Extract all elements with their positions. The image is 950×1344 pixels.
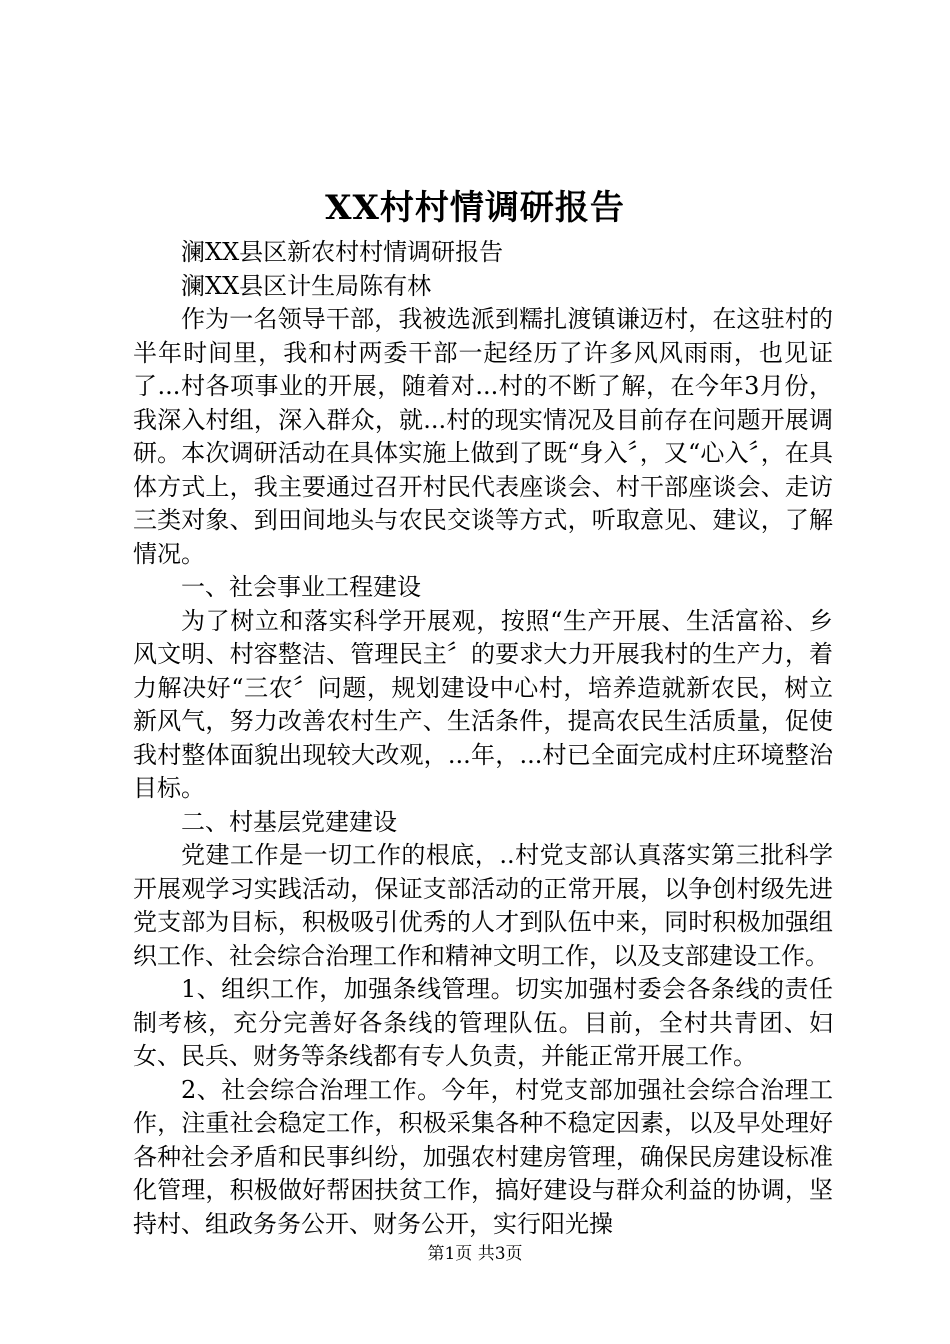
author-paragraph: 澜XX县区计生局陈有林	[181, 271, 432, 300]
section-heading-1: 一、社会事业工程建设	[181, 573, 421, 601]
item-1-paragraph: 1、组织工作，加强条线管理。切实加强村委会各条线的责任制考核，充分完善好各条线的管理队伍。目前，全村共青团、妇女、民兵、财务等条线都有专人负责，并能正常开展工作。	[133, 975, 833, 1070]
document-body	[133, 236, 833, 1241]
section-2-paragraph: 党建工作是一切工作的根底，..村党支部认真落实第三批科学开展观学习实践活动，保证支部活动的正常开展，以争创村级先进党支部为目标，积极吸引优秀的人才到队伍中来，同时积极加强组织工作、社会综合治理工作和精神文明工作，以及支部建设工作。	[133, 841, 833, 970]
intro-paragraph: 作为一名领导干部，我被选派到糯扎渡镇谦迈村，在这驻村的半年时间里，我和村两委干部一起经历了许多风风雨雨，也见证了...村各项事业的开展，随着对...村的不断了解，在今年3月份，我深入村组，深入群众，就...村的现实情况及目前存在问题开展调研。本次调研活动在具体实施上做到了既“身入〞，又“心入〞，在具体方式上，我主要通过召开村民代表座谈会、村干部座谈会、走访三类对象、到田间地头与农民交谈等方式，听取意见、建议，了解情况。	[133, 305, 833, 568]
subtitle-paragraph: 澜XX县区新农村村情调研报告	[181, 238, 504, 266]
item-2-paragraph: 2、社会综合治理工作。今年，村党支部加强社会综合治理工作，注重社会稳定工作，积极采集各种不稳定因素，以及早处理好各种社会矛盾和民事纠纷，加强农村建房管理，确保民房建设标准化管理，积极做好帮困扶贫工作，搞好建设与群众利益的协调，坚持村、组政务务公开、财务公开，实行阳光操	[133, 1075, 833, 1238]
document-title: XX村村情调研报告	[325, 188, 625, 228]
page-indicator: 第1页 共3页	[427, 1244, 523, 1264]
section-heading-2: 二、村基层党建建设	[181, 807, 397, 836]
section-1-paragraph: 为了树立和落实科学开展观，按照“生产开展、生活富裕、乡风文明、村容整洁、管理民主〞的要求大力开展我村的生产力，着力解决好“三农〞问题，规划建设中心村，培养造就新农民，树立新风气，努力改善农村生产、生活条件，提高农民生活质量，促使我村整体面貌出现较大改观，...年，...村已全面完成村庄环境整治目标。	[133, 606, 833, 802]
